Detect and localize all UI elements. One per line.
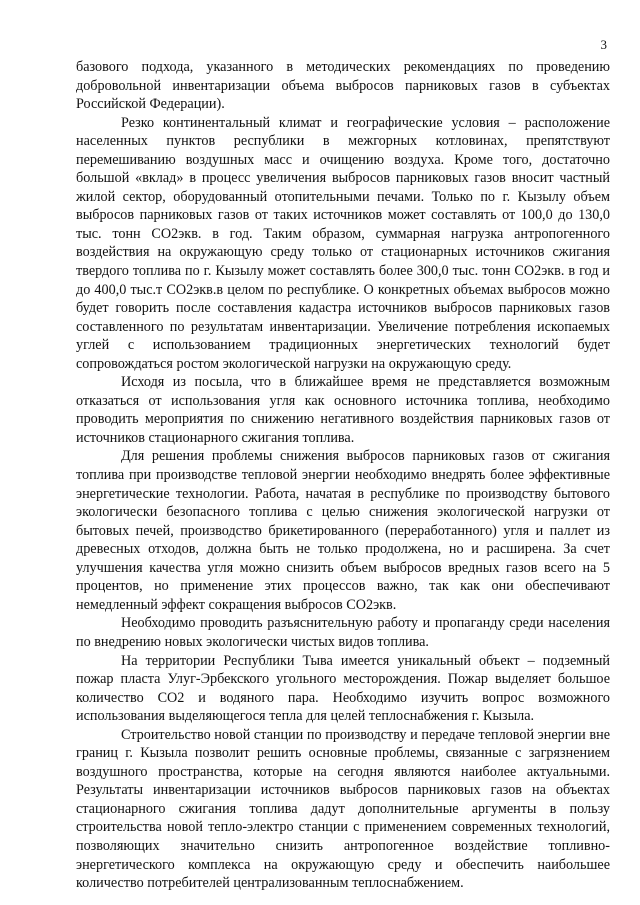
paragraph-3: Исходя из посыла, что в ближайшее время не представляется возможным отказаться от использования угля как основного источника топлива, необходимо проводить мероприятия по снижению негативного воздействия парниковых газов от источников стационарного сжигания топлива. [76,374,610,446]
document-body [76,58,610,893]
paragraph-6: На территории Республики Тыва имеется уникальный объект – подземный пожар пласта Улуг-Эрбекского угольного месторождения. Пожар выделяет большое количество CO2 и водяного пара. Необходимо изучить вопрос возможного использования выделяющегося тепла для целей теплоснабжения г. Кызыла. [76,652,610,725]
paragraph-2: Резко континентальный климат и географические условия – расположение населенных пунктов республики в межгорных котловинах, препятствуют перемешиванию воздушных масс и очищению воздуха. Кроме того, достаточно большой «вклад» в процесс увеличения выбросов парниковых газов вносит частный жилой сектор, оборудованный отопительными печами. Только по г. Кызылу объем выбросов парниковых газов от таких источников может составлять от 100,0 до 130,0 тыс. тонн CO2экв. в год. Таким образом, суммарная нагрузка антропогенного воздействия на окружающую среду только от стационарных источников сжигания твердого топлива по г. Кызылу может составлять более 300,0 тыс. тонн CO2экв. в год и до 400,0 тыс.т CO2экв.в целом по республике. О конкретных объемах выбросов можно будет говорить после составления кадастра источников выбросов парниковых газов составленного по результатам инвентаризации. Увеличение потребления ископаемых углей с использованием традиционных энергетических технологий будет сопровождаться ростом экологической нагрузки на окружающую среду. [76,114,610,372]
paragraph-7: Строительство новой станции по производству и передаче тепловой энергии вне границ г. Кызыла позволит решить основные проблемы, связанные с загрязнением воздушного пространства, которые на сегодня являются наиболее актуальными. Результаты инвентаризации источников выбросов парниковых газов на объектах стационарного сжигания топлива дадут дополнительные аргументы в пользу строительства новой тепло-электро станции с применением современных технологий, позволяющих значительно снизить антропогенное воздействие топливно-энергетического комплекса на окружающую среду и обеспечить наибольшее количество потребителей централизованным теплоснабжением. [76,726,610,892]
paragraph-4: Для решения проблемы снижения выбросов парниковых газов от сжигания топлива при производстве тепловой энергии необходимо внедрять более эффективные энергетические технологии. Работа, начатая в республике по производству бытового экологически безопасного топлива с целью снижения экологической нагрузки от бытовых печей, производство брикетированного (переработанного) угля и паллет из древесных отходов, должна быть не только продолжена, но и расширена. За счет улучшения качества угля можно снизить объем выбросов вредных газов всего на 5 процентов, но применение этих процессов важно, так как они обеспечивают немедленный эффект сокращения выбросов CO2экв. [76,448,610,613]
paragraph-5: Необходимо проводить разъяснительную работу и пропаганду среди населения по внедрению новых экологически чистых видов топлива. [76,615,610,650]
page-number: 3 [600,37,607,52]
paragraph-1: базового подхода, указанного в методических рекомендациях по проведению добровольной инвентаризации объема выбросов парниковых газов в субъектах Российской Федерации). [76,59,610,113]
